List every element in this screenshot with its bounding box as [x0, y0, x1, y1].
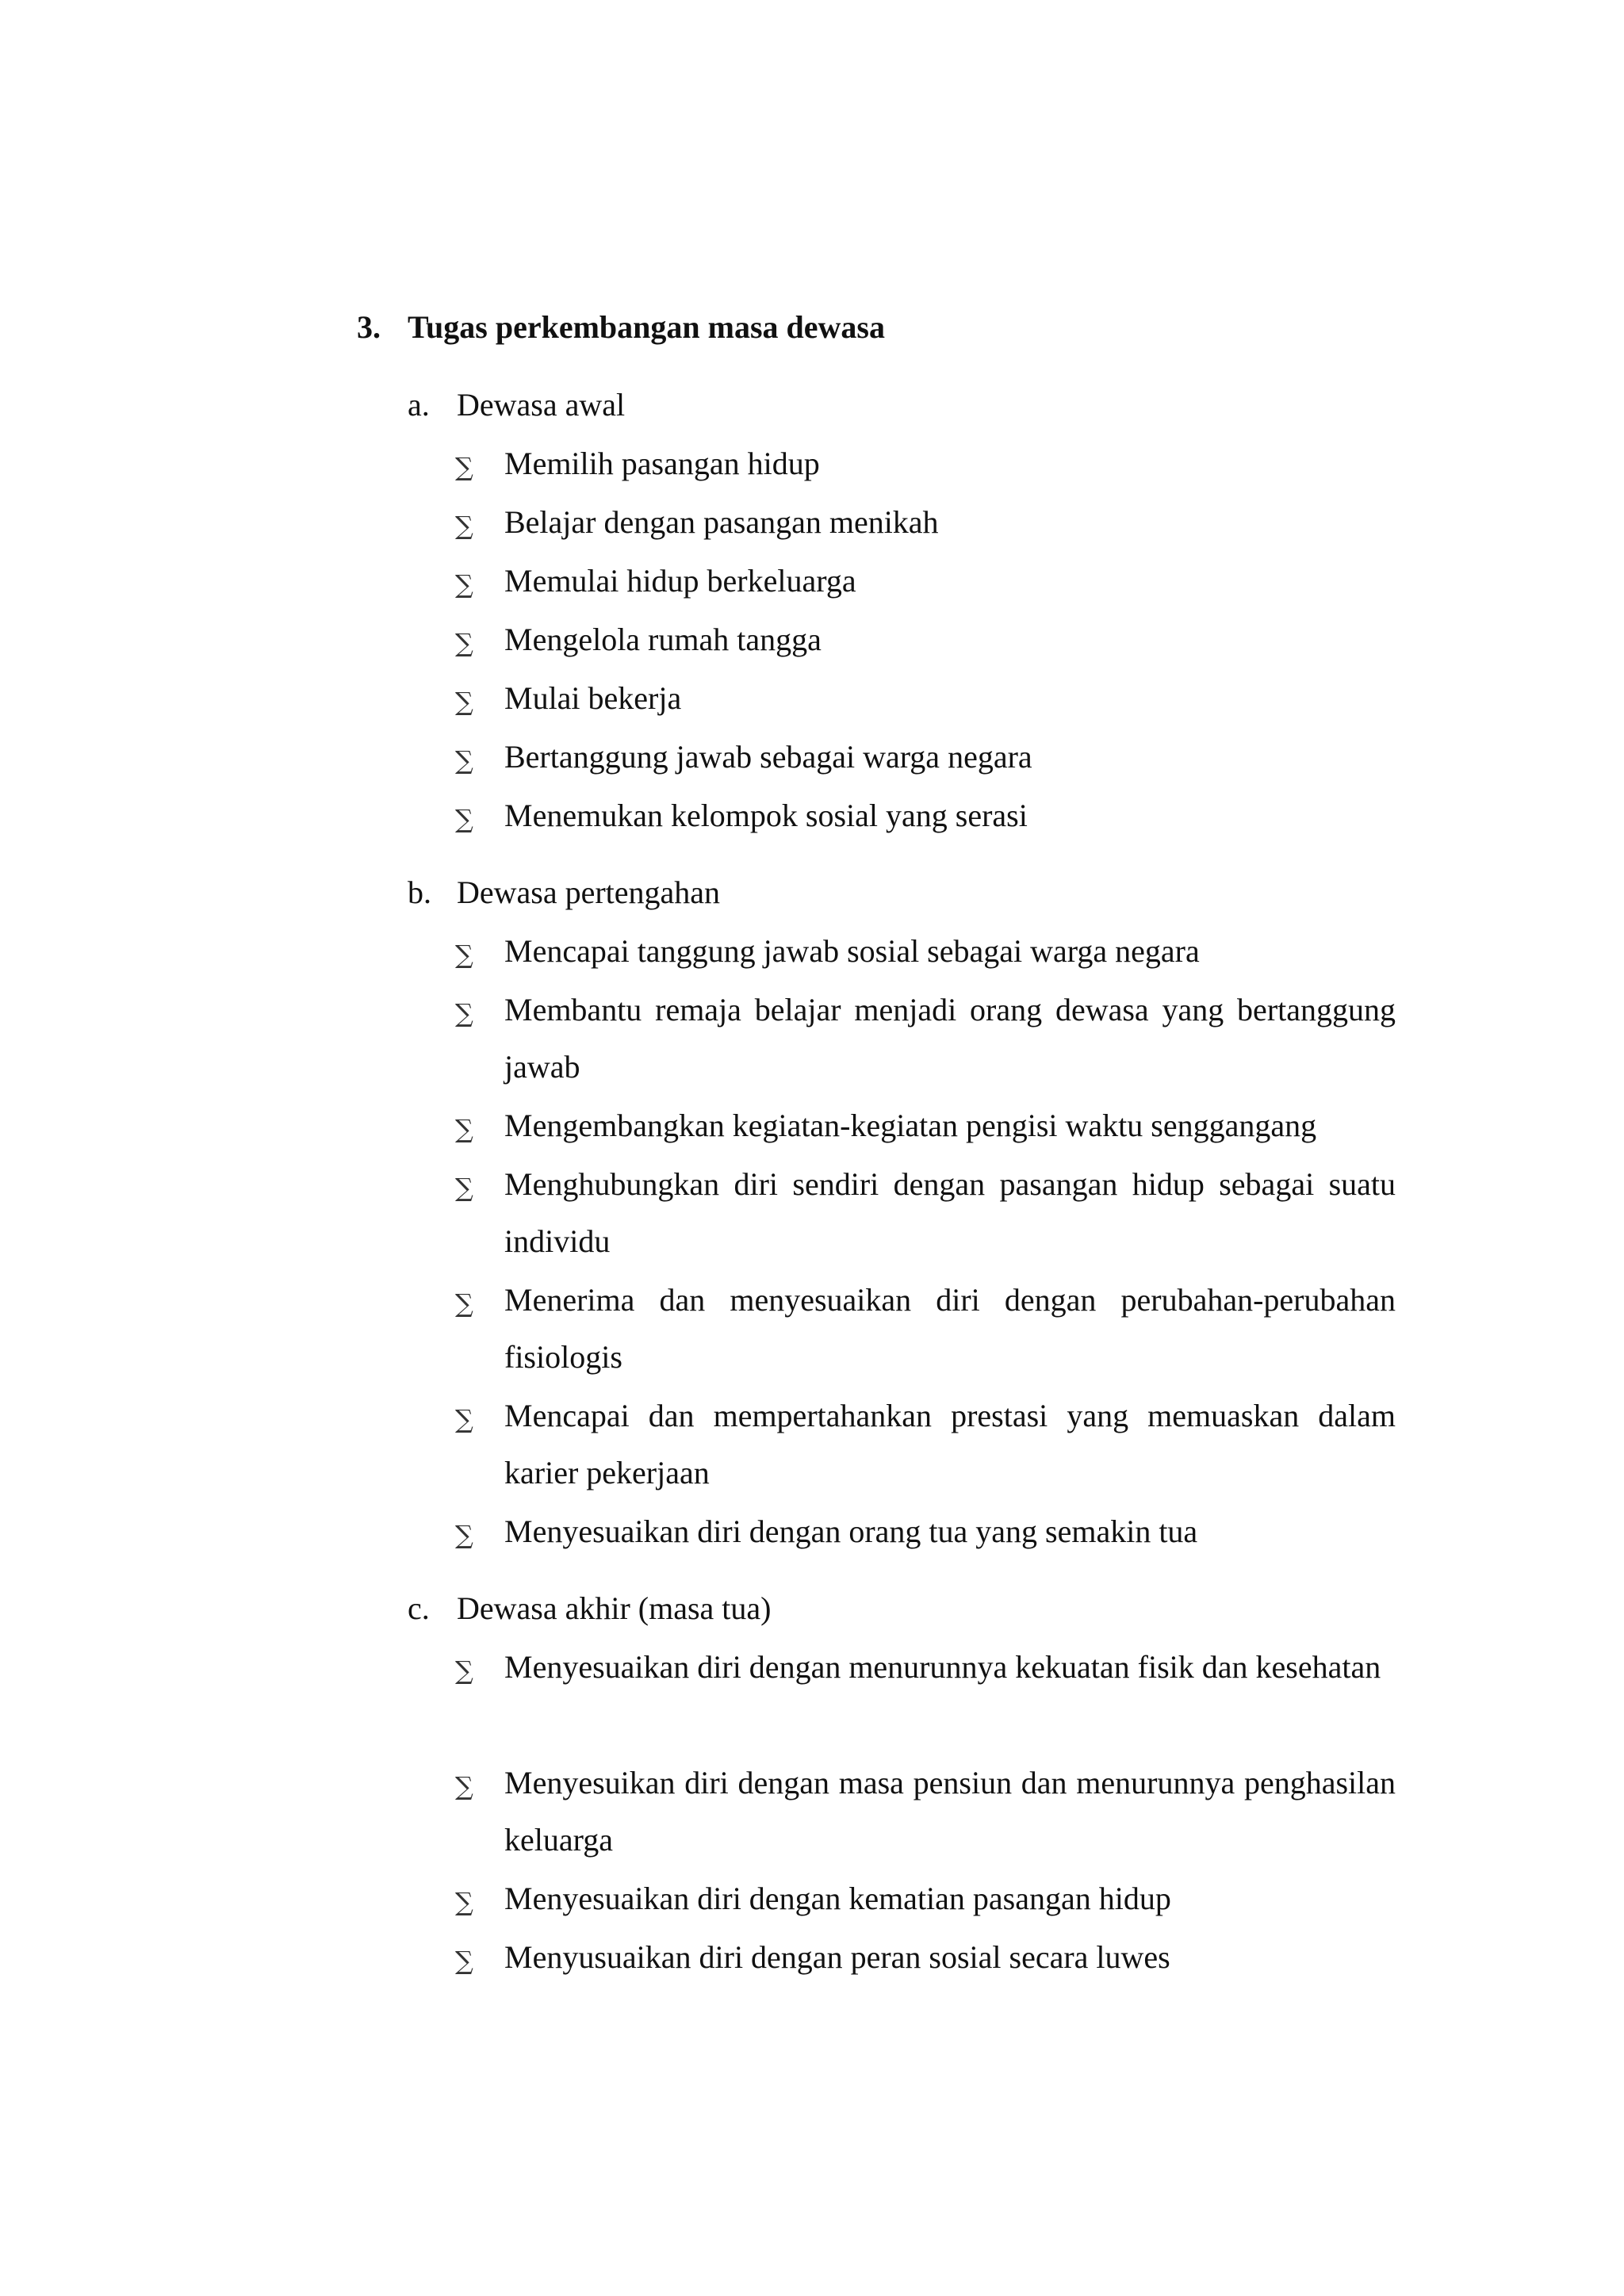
list-item [455, 553, 1396, 610]
sigma-bullet-icon: ∑ [455, 939, 473, 970]
list-item-text: Mulai bekerja [504, 680, 682, 716]
list-item-text: Menghubungkan diri sendiri dengan pasangan hidup sebagai suatu individu [504, 1166, 1396, 1259]
list-item [455, 1097, 1396, 1154]
list-item-text: Menerima dan menyesuaikan diri dengan perubahan-perubahan fisiologis [504, 1282, 1396, 1375]
subsection-heading-c [408, 1586, 771, 1631]
list-item-text: Mengelola rumah tangga [504, 622, 822, 657]
sigma-bullet-icon: ∑ [455, 1173, 473, 1203]
sigma-bullet-icon: ∑ [455, 628, 473, 658]
list-item [455, 982, 1396, 1096]
subsection-title: Dewasa akhir (masa tua) [457, 1590, 772, 1626]
sigma-bullet-icon: ∑ [455, 1288, 473, 1318]
sigma-bullet-icon: ∑ [455, 1771, 473, 1801]
list-item [455, 1156, 1396, 1270]
subsection-title: Dewasa awal [457, 387, 626, 423]
list-item-text: Menemukan kelompok sosial yang serasi [504, 798, 1028, 833]
list-item-text: Menyesuaikan diri dengan orang tua yang semakin tua [504, 1513, 1198, 1549]
list-item [455, 1503, 1396, 1560]
subsection-letter: a. [408, 387, 430, 423]
sigma-bullet-icon: ∑ [455, 745, 473, 775]
list-item [455, 1755, 1396, 1869]
list-item [455, 729, 1396, 786]
list-item-text: Menyusuaikan diri dengan peran sosial secara luwes [504, 1939, 1170, 1975]
sigma-bullet-icon: ∑ [455, 452, 473, 482]
list-item [455, 1639, 1396, 1696]
subsection-letter: b. [408, 874, 431, 910]
subsection-heading-a [408, 383, 625, 427]
list-item [455, 1870, 1396, 1927]
list-item [455, 787, 1396, 844]
sigma-bullet-icon: ∑ [455, 998, 473, 1028]
list-item [455, 494, 1396, 551]
list-item [455, 923, 1396, 980]
sigma-bullet-icon: ∑ [455, 1404, 473, 1434]
sigma-bullet-icon: ∑ [455, 1114, 473, 1144]
sigma-bullet-icon: ∑ [455, 1946, 473, 1976]
sigma-bullet-icon: ∑ [455, 804, 473, 834]
list-item-text: Bertanggung jawab sebagai warga negara [504, 739, 1032, 775]
list-item [455, 670, 1396, 727]
sigma-bullet-icon: ∑ [455, 569, 473, 599]
list-item [455, 435, 1396, 492]
sigma-bullet-icon: ∑ [455, 511, 473, 541]
sigma-bullet-icon: ∑ [455, 687, 473, 717]
list-item-text: Memulai hidup berkeluarga [504, 563, 856, 599]
list-item [455, 1387, 1396, 1502]
list-item-text: Menyesuaikan diri dengan menurunnya kekuatan fisik dan kesehatan [504, 1649, 1381, 1685]
list-item [455, 611, 1396, 668]
list-item-text: Mengembangkan kegiatan-kegiatan pengisi waktu senggangang [504, 1108, 1317, 1143]
list-item [455, 1272, 1396, 1386]
subsection-title: Dewasa pertengahan [457, 874, 721, 910]
list-item-text: Mencapai tanggung jawab sosial sebagai warga negara [504, 933, 1200, 969]
subsection-letter: c. [408, 1590, 430, 1626]
subsection-heading-b [408, 871, 720, 915]
sigma-bullet-icon: ∑ [455, 1655, 473, 1686]
section-number: 3. [357, 309, 381, 345]
list-item [455, 1929, 1396, 1986]
list-item-text: Membantu remaja belajar menjadi orang dewasa yang bertanggung jawab [504, 992, 1396, 1085]
list-item-text: Mencapai dan mempertahankan prestasi yang memuaskan dalam karier pekerjaan [504, 1398, 1396, 1490]
sigma-bullet-icon: ∑ [455, 1887, 473, 1917]
list-item-text: Menyesuaikan diri dengan kematian pasangan hidup [504, 1881, 1171, 1916]
section-title: Tugas perkembangan masa dewasa [408, 309, 885, 345]
section-heading [357, 305, 885, 350]
list-item-text: Memilih pasangan hidup [504, 446, 820, 481]
sigma-bullet-icon: ∑ [455, 1520, 473, 1550]
list-item-text: Menyesuikan diri dengan masa pensiun dan menurunnya penghasilan keluarga [504, 1765, 1396, 1858]
list-item-text: Belajar dengan pasangan menikah [504, 504, 939, 540]
